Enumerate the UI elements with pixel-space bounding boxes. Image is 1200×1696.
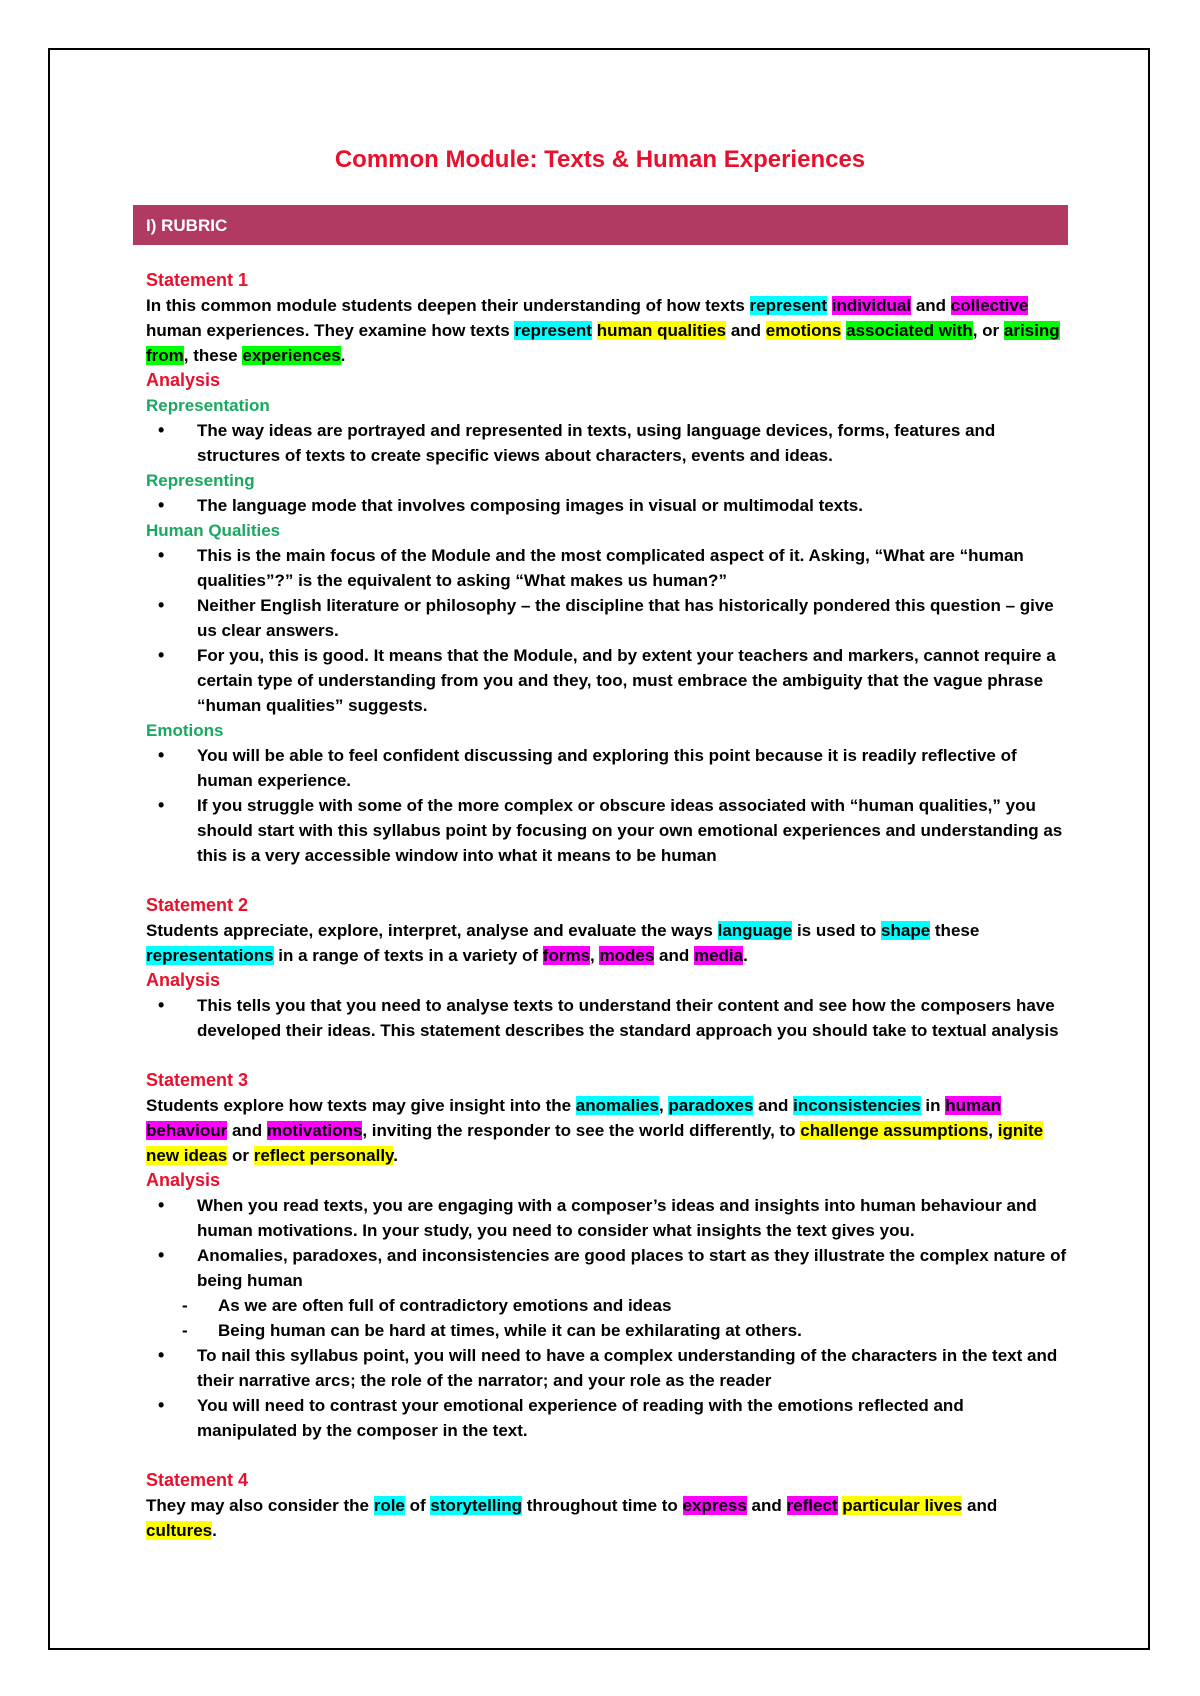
text-run: They may also consider the bbox=[146, 1496, 374, 1515]
highlight-green: arising from bbox=[146, 321, 1060, 365]
bullet-item: • This tells you that you need to analyse texts to understand their content and see how the composers have developed their ideas. This statement describes the standard approach you should take to textual analysis bbox=[146, 993, 1068, 1043]
highlight-yellow: human qualities bbox=[596, 321, 727, 340]
analysis-heading: Analysis bbox=[146, 970, 221, 990]
statement-1-heading: Statement 1 bbox=[146, 270, 249, 290]
representation-heading: Representation bbox=[146, 396, 270, 415]
dash-item: - Being human can be hard at times, while it can be exhilarating at others. bbox=[146, 1318, 1068, 1343]
highlight-yellow: challenge assumptions bbox=[800, 1121, 989, 1140]
text-run: Students explore how texts may give insight into the bbox=[146, 1096, 576, 1115]
text-run: in bbox=[920, 1096, 946, 1115]
bullet-item: • This is the main focus of the Module and the most complicated aspect of it. Asking, “What are “human qualities”?” is the equivalent to asking “What makes us human?” bbox=[146, 543, 1068, 593]
text-run: , or bbox=[972, 321, 1004, 340]
highlight-cyan: inconsistencies bbox=[793, 1096, 921, 1115]
bullet-item: • When you read texts, you are engaging with a composer’s ideas and insights into human behaviour and human motivations. In your study, you need to consider what insights the text gives you. bbox=[146, 1193, 1068, 1243]
highlight-yellow: cultures bbox=[146, 1521, 213, 1540]
text-run: these bbox=[930, 921, 980, 940]
bullet-list bbox=[146, 993, 1068, 1043]
text-run bbox=[592, 321, 597, 340]
text-run: , bbox=[988, 1121, 998, 1140]
text-run: human experiences. They examine how texts bbox=[146, 321, 515, 340]
text-run: throughout time to bbox=[522, 1496, 683, 1515]
highlight-cyan: representations bbox=[146, 946, 274, 965]
bullet-list bbox=[146, 1343, 1068, 1443]
statement-1-text bbox=[146, 293, 1068, 368]
highlight-green: associated with bbox=[846, 321, 973, 340]
highlight-cyan: anomalies bbox=[575, 1096, 659, 1115]
highlight-magenta: human behaviour bbox=[146, 1096, 1001, 1140]
highlight-cyan: language bbox=[717, 921, 793, 940]
bullet-list bbox=[146, 543, 1068, 718]
text-run: of bbox=[404, 1496, 431, 1515]
bullet-item: • To nail this syllabus point, you will need to have a complex understanding of the characters in the text and their narrative arcs; the role of the narrator; and your role as the reader bbox=[146, 1343, 1068, 1393]
highlight-cyan: represent bbox=[749, 296, 828, 315]
text-run: and bbox=[726, 321, 766, 340]
rubric-section-header: I) RUBRIC bbox=[133, 205, 1068, 245]
text-run: and bbox=[746, 1496, 787, 1515]
statement-3-heading: Statement 3 bbox=[146, 1070, 249, 1090]
highlight-magenta: collective bbox=[950, 296, 1029, 315]
text-run: and bbox=[753, 1096, 794, 1115]
bullet-list bbox=[146, 743, 1068, 868]
bullet-item: • Anomalies, paradoxes, and inconsistencies are good places to start as they illustrate the complex nature of being human bbox=[146, 1243, 1068, 1293]
text-run: and bbox=[227, 1121, 267, 1140]
highlight-magenta: individual bbox=[831, 296, 912, 315]
text-run: , these bbox=[183, 346, 243, 365]
document-body bbox=[146, 268, 1068, 1543]
statement-3-text bbox=[146, 1093, 1068, 1168]
highlight-yellow: reflect personally bbox=[253, 1146, 394, 1165]
spacer bbox=[146, 1443, 1068, 1468]
highlight-magenta: reflect bbox=[786, 1496, 838, 1515]
highlight-magenta: media bbox=[693, 946, 744, 965]
text-run: and bbox=[654, 946, 694, 965]
spacer bbox=[146, 868, 1068, 893]
text-run: Students appreciate, explore, interpret, analyse and evaluate the ways bbox=[146, 921, 718, 940]
text-run: or bbox=[227, 1146, 254, 1165]
highlight-magenta: forms bbox=[542, 946, 591, 965]
highlight-yellow: particular lives bbox=[842, 1496, 963, 1515]
dash-list bbox=[146, 1293, 1068, 1343]
text-run: . bbox=[393, 1146, 398, 1165]
text-run: . bbox=[743, 946, 748, 965]
highlight-cyan: represent bbox=[514, 321, 592, 340]
statement-2-heading: Statement 2 bbox=[146, 895, 249, 915]
bullet-item: • The language mode that involves composing images in visual or multimodal texts. bbox=[146, 493, 1068, 518]
statement-2-text bbox=[146, 918, 1068, 968]
bullet-item: • Neither English literature or philosophy – the discipline that has historically pondered this question – give us clear answers. bbox=[146, 593, 1068, 643]
text-run: . bbox=[340, 346, 346, 365]
human-qualities-heading: Human Qualities bbox=[146, 521, 281, 540]
text-run: is used to bbox=[792, 921, 882, 940]
highlight-yellow: ignite new ideas bbox=[146, 1121, 1044, 1165]
bullet-item: • You will be able to feel confident discussing and exploring this point because it is readily reflective of human experience. bbox=[146, 743, 1068, 793]
statement-4-text bbox=[146, 1493, 1068, 1543]
statement-4-heading: Statement 4 bbox=[146, 1470, 249, 1490]
text-run: . bbox=[212, 1521, 217, 1540]
analysis-heading: Analysis bbox=[146, 370, 221, 390]
highlight-magenta: express bbox=[682, 1496, 747, 1515]
highlight-cyan: role bbox=[373, 1496, 405, 1515]
text-run: In this common module students deepen their understanding of how texts bbox=[146, 296, 750, 315]
spacer bbox=[146, 1043, 1068, 1068]
bullet-list bbox=[146, 418, 1068, 468]
bullet-item: • If you struggle with some of the more complex or obscure ideas associated with “human qualities,” you should start with this syllabus point by focusing on your own emotional experiences and understanding as this is a very accessible window into what it means to be human bbox=[146, 793, 1068, 868]
bullet-item: • You will need to contrast your emotional experience of reading with the emotions reflected and manipulated by the composer in the text. bbox=[146, 1393, 1068, 1443]
dash-item: - As we are often full of contradictory emotions and ideas bbox=[146, 1293, 1068, 1318]
bullet-item: • For you, this is good. It means that the Module, and by extent your teachers and markers, cannot require a certain type of understanding from you and they, too, must embrace the ambiguity that the vague phrase “human qualities” suggests. bbox=[146, 643, 1068, 718]
text-run: in a range of texts in a variety of bbox=[273, 946, 543, 965]
page-title: Common Module: Texts & Human Experiences bbox=[334, 146, 866, 173]
analysis-heading: Analysis bbox=[146, 1170, 221, 1190]
bullet-list bbox=[146, 1193, 1068, 1293]
highlight-green: experiences bbox=[242, 346, 341, 365]
bullet-item: • The way ideas are portrayed and represented in texts, using language devices, forms, features and structures of texts to create specific views about characters, events and ideas. bbox=[146, 418, 1068, 468]
text-run: and bbox=[962, 1496, 998, 1515]
bullet-list bbox=[146, 493, 1068, 518]
text-run: , inviting the responder to see the world differently, to bbox=[362, 1121, 801, 1140]
highlight-yellow: emotions bbox=[765, 321, 842, 340]
highlight-magenta: modes bbox=[599, 946, 655, 965]
text-run: , bbox=[590, 946, 600, 965]
highlight-cyan: shape bbox=[881, 921, 931, 940]
highlight-magenta: motivations bbox=[266, 1121, 363, 1140]
representing-heading: Representing bbox=[146, 471, 255, 490]
text-run: and bbox=[911, 296, 951, 315]
highlight-cyan: paradoxes bbox=[668, 1096, 754, 1115]
emotions-heading: Emotions bbox=[146, 721, 224, 740]
text-run: , bbox=[658, 1096, 669, 1115]
highlight-cyan: storytelling bbox=[430, 1496, 523, 1515]
